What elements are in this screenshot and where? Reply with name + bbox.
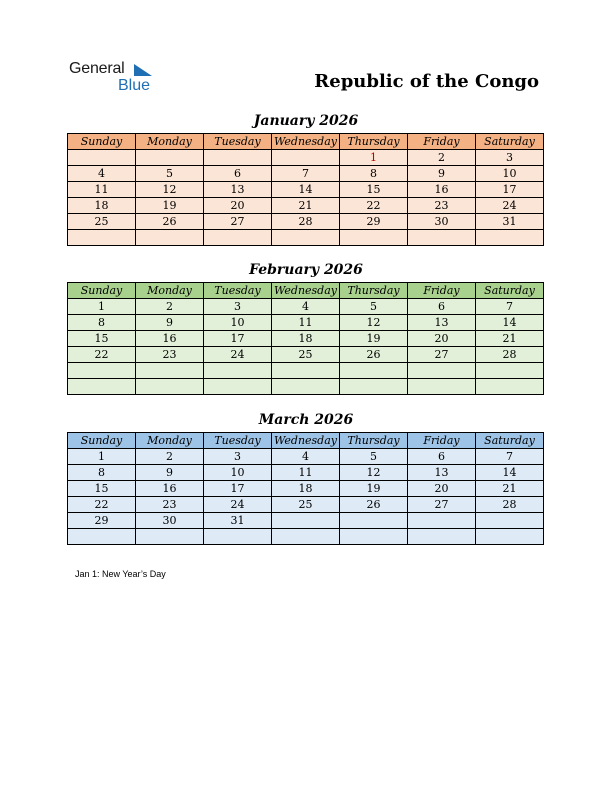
- empty-day-cell: [272, 363, 340, 379]
- day-cell: 16: [136, 481, 204, 497]
- day-cell: 10: [204, 465, 272, 481]
- month-calendar-table: [67, 282, 544, 395]
- day-cell: 5: [136, 166, 204, 182]
- week-row: [68, 465, 544, 481]
- day-cell: 25: [68, 214, 136, 230]
- day-cell: 18: [272, 331, 340, 347]
- day-cell: 13: [408, 465, 476, 481]
- day-cell: 3: [204, 299, 272, 315]
- day-cell: 31: [204, 513, 272, 529]
- empty-day-cell: [204, 230, 272, 246]
- day-cell: 8: [68, 465, 136, 481]
- day-cell: 6: [408, 299, 476, 315]
- empty-day-cell: [68, 150, 136, 166]
- weekday-header: Tuesday: [204, 283, 272, 299]
- weekday-header: Wednesday: [272, 134, 340, 150]
- day-cell: 7: [476, 299, 544, 315]
- week-row: [68, 513, 544, 529]
- day-cell: 31: [476, 214, 544, 230]
- day-cell: 5: [340, 449, 408, 465]
- empty-day-cell: [204, 363, 272, 379]
- empty-day-cell: [340, 513, 408, 529]
- day-cell: 12: [340, 465, 408, 481]
- week-row: [68, 315, 544, 331]
- day-cell: 11: [272, 465, 340, 481]
- day-cell: 6: [204, 166, 272, 182]
- weekday-header-row: [68, 283, 544, 299]
- day-cell: 2: [408, 150, 476, 166]
- day-cell: 30: [408, 214, 476, 230]
- day-cell: 18: [68, 198, 136, 214]
- week-row: [68, 347, 544, 363]
- empty-day-cell: [136, 230, 204, 246]
- weekday-header: Thursday: [340, 134, 408, 150]
- week-row: [68, 150, 544, 166]
- empty-day-cell: [340, 529, 408, 545]
- week-row: [68, 198, 544, 214]
- weekday-header: Wednesday: [272, 283, 340, 299]
- day-cell: 11: [68, 182, 136, 198]
- day-cell: 10: [204, 315, 272, 331]
- weekday-header: Tuesday: [204, 433, 272, 449]
- empty-day-cell: [408, 363, 476, 379]
- day-cell: 3: [476, 150, 544, 166]
- week-row: [68, 230, 544, 246]
- day-cell: 3: [204, 449, 272, 465]
- day-cell: 7: [272, 166, 340, 182]
- day-cell: 30: [136, 513, 204, 529]
- day-cell: 11: [272, 315, 340, 331]
- weekday-header-row: [68, 134, 544, 150]
- empty-day-cell: [476, 379, 544, 395]
- day-cell: 25: [272, 347, 340, 363]
- week-row: [68, 449, 544, 465]
- weekday-header: Monday: [136, 134, 204, 150]
- week-row: [68, 166, 544, 182]
- empty-day-cell: [408, 230, 476, 246]
- day-cell: 21: [476, 331, 544, 347]
- empty-day-cell: [340, 363, 408, 379]
- week-row: [68, 529, 544, 545]
- day-cell: 20: [408, 331, 476, 347]
- empty-day-cell: [204, 150, 272, 166]
- month-title: January 2026: [253, 113, 359, 129]
- week-row: [68, 481, 544, 497]
- day-cell: 16: [136, 331, 204, 347]
- country-title: Republic of the Congo: [314, 71, 539, 92]
- logo-text-blue: Blue: [118, 77, 151, 94]
- day-cell: 24: [476, 198, 544, 214]
- day-cell: 29: [340, 214, 408, 230]
- day-cell: 17: [204, 481, 272, 497]
- empty-day-cell: [476, 529, 544, 545]
- day-cell: 19: [340, 331, 408, 347]
- day-cell: 9: [408, 166, 476, 182]
- week-row: [68, 379, 544, 395]
- empty-day-cell: [136, 379, 204, 395]
- logo-triangle-icon: [132, 62, 154, 78]
- empty-day-cell: [272, 379, 340, 395]
- day-cell: 9: [136, 315, 204, 331]
- day-cell: 8: [340, 166, 408, 182]
- day-cell: 21: [476, 481, 544, 497]
- day-cell: 14: [476, 465, 544, 481]
- empty-day-cell: [408, 379, 476, 395]
- day-cell: 23: [136, 347, 204, 363]
- day-cell: 20: [408, 481, 476, 497]
- month-calendar-table: [67, 432, 544, 545]
- weekday-header: Thursday: [340, 433, 408, 449]
- day-cell: 12: [340, 315, 408, 331]
- weekday-header: Sunday: [68, 134, 136, 150]
- day-cell: 20: [204, 198, 272, 214]
- week-row: [68, 331, 544, 347]
- day-cell: 15: [68, 331, 136, 347]
- day-cell: 6: [408, 449, 476, 465]
- day-cell: 9: [136, 465, 204, 481]
- empty-day-cell: [68, 363, 136, 379]
- day-cell: 15: [340, 182, 408, 198]
- empty-day-cell: [476, 230, 544, 246]
- day-cell: 26: [340, 347, 408, 363]
- month-calendar-table: [67, 133, 544, 246]
- empty-day-cell: [272, 513, 340, 529]
- weekday-header: Monday: [136, 283, 204, 299]
- logo: [69, 60, 169, 96]
- empty-day-cell: [476, 513, 544, 529]
- day-cell: 14: [272, 182, 340, 198]
- day-cell: 28: [476, 347, 544, 363]
- weekday-header: Monday: [136, 433, 204, 449]
- day-cell: 27: [408, 497, 476, 513]
- week-row: [68, 497, 544, 513]
- day-cell: 22: [340, 198, 408, 214]
- weekday-header: Sunday: [68, 283, 136, 299]
- weekday-header: Sunday: [68, 433, 136, 449]
- day-cell: 1: [68, 449, 136, 465]
- day-cell: 2: [136, 299, 204, 315]
- holiday-notes: [75, 569, 166, 579]
- day-cell: 4: [272, 299, 340, 315]
- weekday-header: Thursday: [340, 283, 408, 299]
- day-cell: 23: [136, 497, 204, 513]
- empty-day-cell: [272, 230, 340, 246]
- day-cell: 14: [476, 315, 544, 331]
- day-cell: 17: [476, 182, 544, 198]
- day-cell: 2: [136, 449, 204, 465]
- month-title: February 2026: [249, 262, 363, 278]
- empty-day-cell: [476, 363, 544, 379]
- day-cell: 23: [408, 198, 476, 214]
- day-cell: 24: [204, 347, 272, 363]
- day-cell: 25: [272, 497, 340, 513]
- week-row: [68, 214, 544, 230]
- day-cell: 18: [272, 481, 340, 497]
- empty-day-cell: [204, 379, 272, 395]
- weekday-header: Friday: [408, 134, 476, 150]
- day-cell: 19: [340, 481, 408, 497]
- weekday-header: Friday: [408, 433, 476, 449]
- empty-day-cell: [272, 529, 340, 545]
- weekday-header: Saturday: [476, 283, 544, 299]
- day-cell: 24: [204, 497, 272, 513]
- day-cell: 7: [476, 449, 544, 465]
- empty-day-cell: [340, 379, 408, 395]
- empty-day-cell: [272, 150, 340, 166]
- weekday-header: Saturday: [476, 134, 544, 150]
- week-row: [68, 182, 544, 198]
- day-cell: 28: [476, 497, 544, 513]
- empty-day-cell: [136, 150, 204, 166]
- day-cell: 15: [68, 481, 136, 497]
- weekday-header: Tuesday: [204, 134, 272, 150]
- day-cell: 10: [476, 166, 544, 182]
- day-cell: 26: [136, 214, 204, 230]
- day-cell: 12: [136, 182, 204, 198]
- weekday-header: Saturday: [476, 433, 544, 449]
- day-cell: 27: [408, 347, 476, 363]
- day-cell: 5: [340, 299, 408, 315]
- week-row: [68, 363, 544, 379]
- weekday-header: Wednesday: [272, 433, 340, 449]
- empty-day-cell: [136, 529, 204, 545]
- empty-day-cell: [68, 230, 136, 246]
- day-cell: 22: [68, 347, 136, 363]
- day-cell: 22: [68, 497, 136, 513]
- empty-day-cell: [136, 363, 204, 379]
- empty-day-cell: [68, 529, 136, 545]
- weekday-header-row: [68, 433, 544, 449]
- day-cell: 29: [68, 513, 136, 529]
- empty-day-cell: [204, 529, 272, 545]
- day-cell: 13: [204, 182, 272, 198]
- empty-day-cell: [340, 230, 408, 246]
- day-cell: 21: [272, 198, 340, 214]
- month-title: March 2026: [258, 412, 354, 428]
- day-cell: 26: [340, 497, 408, 513]
- week-row: [68, 299, 544, 315]
- day-cell: 1: [340, 150, 408, 166]
- day-cell: 28: [272, 214, 340, 230]
- day-cell: 16: [408, 182, 476, 198]
- day-cell: 4: [272, 449, 340, 465]
- day-cell: 1: [68, 299, 136, 315]
- day-cell: 13: [408, 315, 476, 331]
- day-cell: 19: [136, 198, 204, 214]
- weekday-header: Friday: [408, 283, 476, 299]
- day-cell: 17: [204, 331, 272, 347]
- empty-day-cell: [408, 529, 476, 545]
- empty-day-cell: [68, 379, 136, 395]
- empty-day-cell: [408, 513, 476, 529]
- day-cell: 8: [68, 315, 136, 331]
- holiday-note: Jan 1: New Year’s Day: [75, 569, 166, 579]
- logo-text-general: General: [69, 60, 125, 77]
- day-cell: 4: [68, 166, 136, 182]
- day-cell: 27: [204, 214, 272, 230]
